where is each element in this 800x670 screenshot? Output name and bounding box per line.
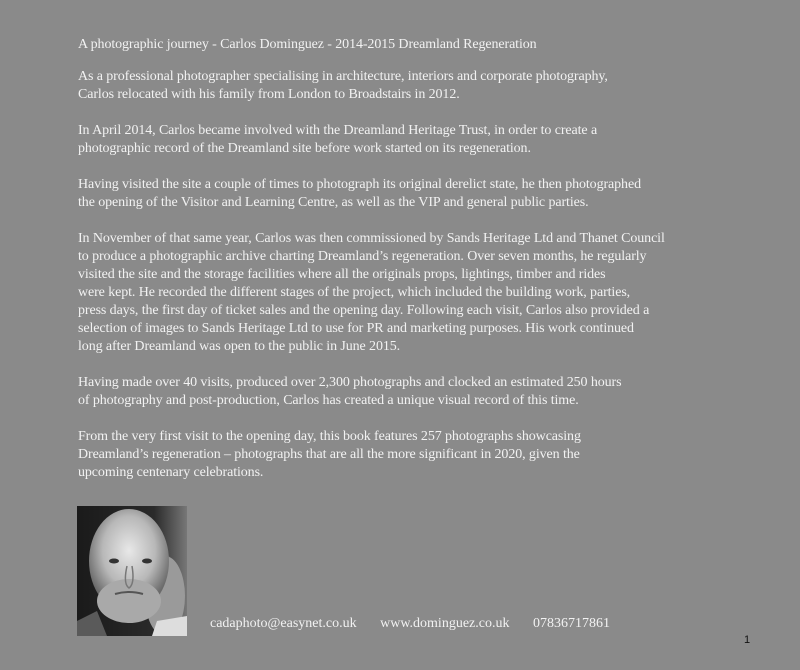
text-line: the opening of the Visitor and Learning Centre, as well as the VIP and general public parties.: [78, 195, 589, 210]
paragraph: [78, 428, 793, 482]
paragraphs: [78, 68, 793, 482]
text-line: photographic record of the Dreamland site before work started on its regeneration.: [78, 141, 531, 156]
text-line: upcoming centenary celebrations.: [78, 465, 264, 480]
text-line: As a professional photographer specialising in architecture, interiors and corporate photography,: [78, 69, 608, 84]
text-line: of photography and post-production, Carlos has created a unique visual record of this time.: [78, 393, 579, 408]
text-line: were kept. He recorded the different stages of the project, which included the building work, parties,: [78, 285, 631, 300]
text-line: In April 2014, Carlos became involved with the Dreamland Heritage Trust, in order to create a: [78, 123, 598, 138]
paragraph: [78, 230, 793, 356]
text-line: From the very first visit to the opening day, this book features 257 photographs showcasing: [78, 429, 581, 444]
contact-phone: 07836717861: [532, 616, 610, 631]
text-line: Having made over 40 visits, produced over 2,300 photographs and clocked an estimated 250 hours: [78, 375, 622, 390]
text-line: long after Dreamland was open to the public in June 2015.: [78, 339, 401, 354]
text-line: In November of that same year, Carlos was then commissioned by Sands Heritage Ltd and Thanet Council: [78, 231, 665, 246]
contact-footer: [210, 616, 630, 632]
page-title: A photographic journey - Carlos Dominguez - 2014-2015 Dreamland Regeneration: [78, 37, 537, 52]
paragraph: [78, 176, 793, 212]
author-portrait-photo: [77, 506, 187, 636]
page-number: 1: [744, 634, 751, 646]
text-line: to produce a photographic archive charting Dreamland’s regeneration. Over seven months, he regularly: [78, 249, 647, 264]
text-line: Carlos relocated with his family from London to Broadstairs in 2012.: [78, 87, 460, 102]
text-line: Dreamland’s regeneration – photographs that are all the more significant in 2020, given the: [78, 447, 580, 462]
paragraph: [78, 374, 793, 410]
text-line: press days, the first day of ticket sales and the opening day. Following each visit, Carlos also provided a: [78, 303, 650, 318]
contact-website: www.dominguez.co.uk: [380, 616, 510, 631]
text-line: Having visited the site a couple of times to photograph its original derelict state, he then photographed: [78, 177, 641, 192]
paragraph: [78, 68, 793, 104]
document-body: [78, 36, 793, 500]
contact-email: cadaphoto@easynet.co.uk: [210, 616, 357, 631]
paragraph: [78, 122, 793, 158]
text-line: selection of images to Sands Heritage Ltd to use for PR and marketing purposes. His work continued: [78, 321, 634, 336]
text-line: visited the site and the storage facilities where all the originals props, lightings, timber and rides: [78, 267, 606, 282]
